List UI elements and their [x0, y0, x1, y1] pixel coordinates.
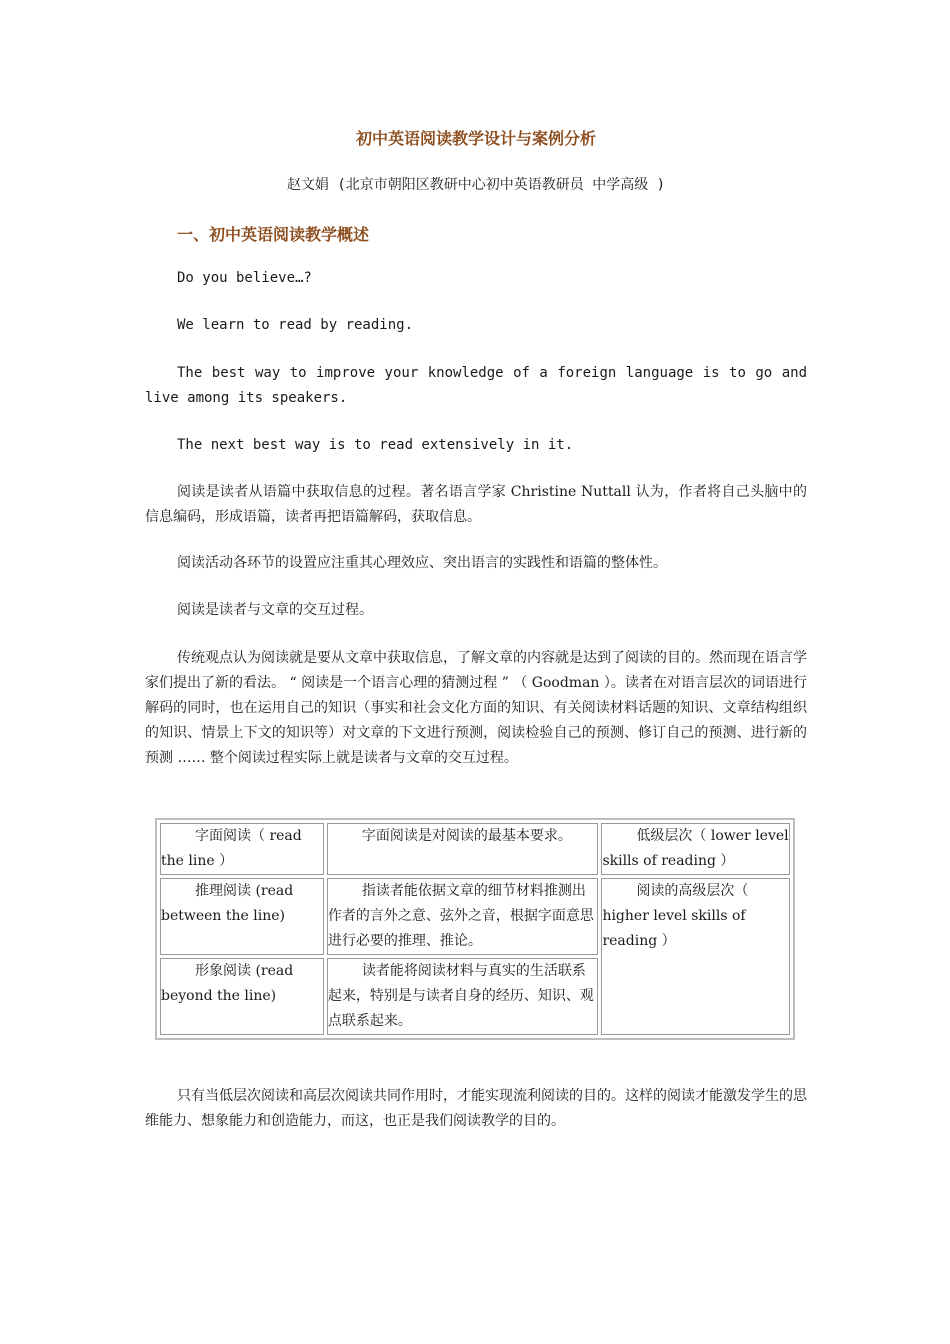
- paragraph: 阅读活动各环节的设置应注重其心理效应、突出语言的实践性和语篇的整体性。: [177, 555, 667, 571]
- table-row: [160, 878, 790, 955]
- section-heading: 一、初中英语阅读教学概述: [177, 225, 370, 244]
- table-cell-type: 形象阅读 (read beyond the line): [160, 958, 324, 1035]
- table-cell-desc: 读者能将阅读材料与真实的生活联系起来，特别是与读者自身的经历、知识、观点联系起来。: [327, 958, 599, 1035]
- table-cell-desc: 字面阅读是对阅读的最基本要求。: [327, 823, 599, 875]
- paragraph: 阅读是读者与文章的交互过程。: [177, 602, 373, 618]
- paragraph: The next best way is to read extensively in it.: [177, 437, 574, 453]
- paragraph: 只有当低层次阅读和高层次阅读共同作用时，才能实现流利阅读的目的。这样的阅读才能激发学生的思维能力、想象能力和创造能力，而这，也正是我们阅读教学的目的。: [145, 1088, 807, 1129]
- table-row: [160, 823, 790, 875]
- table-cell-level: 低级层次（ lower level skills of reading ）: [601, 823, 790, 875]
- paragraph: 传统观点认为阅读就是要从文章中获取信息，了解文章的内容就是达到了阅读的目的。然而现在语言学家们提出了新的看法。 “ 阅读是一个语言心理的猜测过程 ” （ Goodman ）。读者在对语言层次的词语进行解码的同时，也在运用自己的知识（事实和社会文化方面的知识、有关阅读材料话题的知识、文章结构组织的知识、情景上下文的知识等）对文章的下文进行预测，阅读检验自己的预测、修订自己的预测、进行新的预测 …… 整个阅读过程实际上就是读者与文章的交互过程。: [145, 650, 807, 766]
- table-cell-desc: 指读者能依据文章的细节材料推测出作者的言外之意、弦外之音，根据字面意思进行必要的推理、推论。: [327, 878, 599, 955]
- paragraph: 阅读是读者从语篇中获取信息的过程。著名语言学家 Christine Nuttall 认为，作者将自己头脑中的信息编码，形成语篇，读者再把语篇解码，获取信息。: [145, 484, 807, 525]
- paragraph: We learn to read by reading.: [177, 317, 414, 333]
- table-cell-level: 阅读的高级层次（ higher level skills of reading ）: [601, 878, 790, 1035]
- paragraph: Do you believe…?: [177, 270, 312, 286]
- author-line: 赵文娟 (北京市朝阳区教研中心初中英语教研员 中学高级 ): [286, 177, 666, 193]
- paragraph: The best way to improve your knowledge of a foreign language is to go and live among its speakers.: [145, 365, 807, 406]
- table-cell-type: 推理阅读 (read between the line): [160, 878, 324, 955]
- table-cell-type: 字面阅读（ read the line ）: [160, 823, 324, 875]
- document-title: 初中英语阅读教学设计与案例分析: [355, 129, 596, 148]
- reading-levels-table: [155, 818, 795, 1040]
